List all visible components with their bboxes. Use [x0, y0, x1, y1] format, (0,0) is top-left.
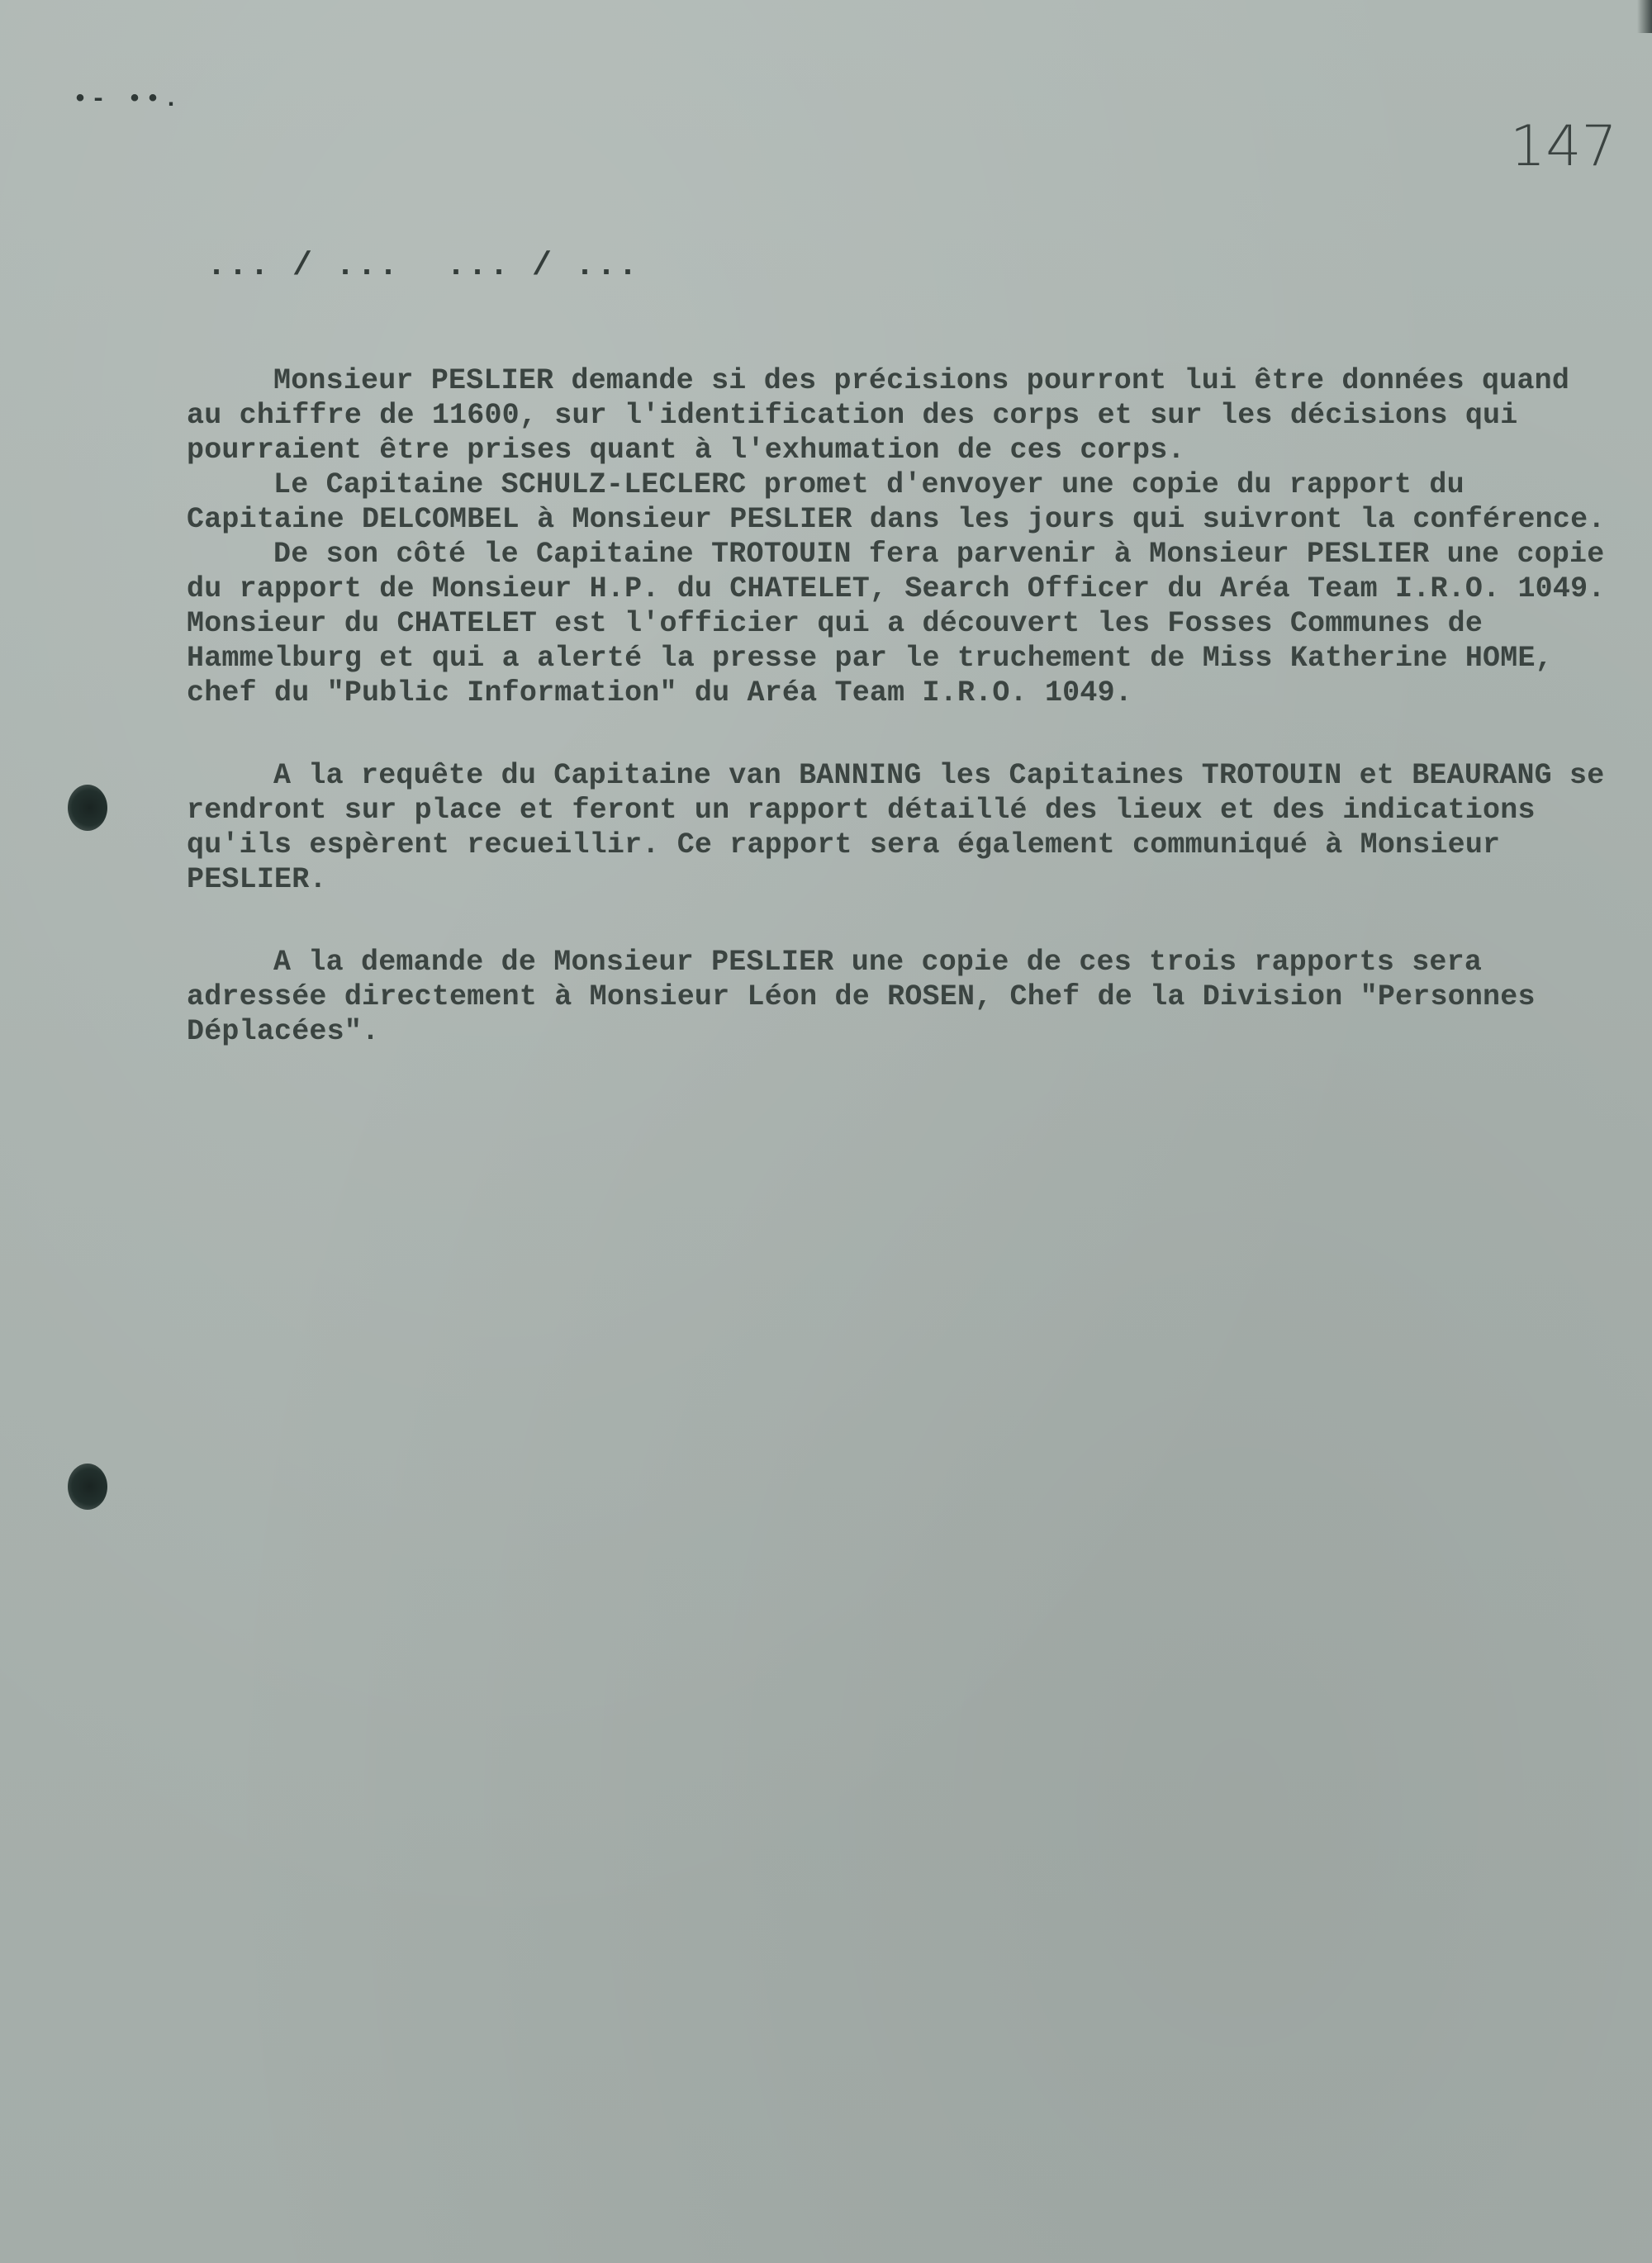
- document-body: [187, 363, 1623, 1049]
- paragraph-peslier-request: Monsieur PESLIER demande si des précisions pourront lui être données quand au chiffre de 11600, sur l'identification des corps et sur les décisions qui pourraient être prises quant à l'exhumation de ces corps.: [187, 364, 1588, 467]
- continuation-marker-right: ... / ...: [446, 248, 640, 285]
- paragraph-van-banning-request: A la requête du Capitaine van BANNING les Capitaines TROTOUIN et BEAURANG se rendront sur place et feront un rapport détaillé des lieux et des indications qu'ils espèrent recueillir. Ce rapport sera également communiqué à Monsieur PESLIER.: [187, 759, 1622, 896]
- punch-hole-lower: [68, 1464, 107, 1510]
- page-number: 147: [1510, 114, 1617, 179]
- punch-hole-upper: [68, 785, 107, 831]
- paragraph-report-distribution: A la demande de Monsieur PESLIER une copie de ces trois rapports sera adressée directement à Monsieur Léon de ROSEN, Chef de la Division "Personnes Déplacées".: [187, 946, 1553, 1048]
- paragraph-schulz-leclerc-promise: Le Capitaine SCHULZ-LECLERC promet d'envoyer une copie du rapport du Capitaine DELCOMBEL à Monsieur PESLIER dans les jours qui suivront la conférence.: [187, 468, 1606, 536]
- scan-edge-shadow: [1637, 0, 1652, 33]
- continuation-marker-left: ... / ...: [206, 248, 401, 285]
- paragraph-trotouin-report: De son côté le Capitaine TROTOUIN fera parvenir à Monsieur PESLIER une copie du rapport de Monsieur H.P. du CHATELET, Search Officer du Aréa Team I.R.O. 1049. Monsieur du CHATELET est l'officier qui a découvert les Fosses Communes de Hammelburg et qui a alerté la presse par le truchement de Miss Katherine HOME, chef du "Public Information" du Aréa Team I.R.O. 1049.: [187, 538, 1623, 709]
- top-left-marks: •- ••.: [73, 86, 183, 114]
